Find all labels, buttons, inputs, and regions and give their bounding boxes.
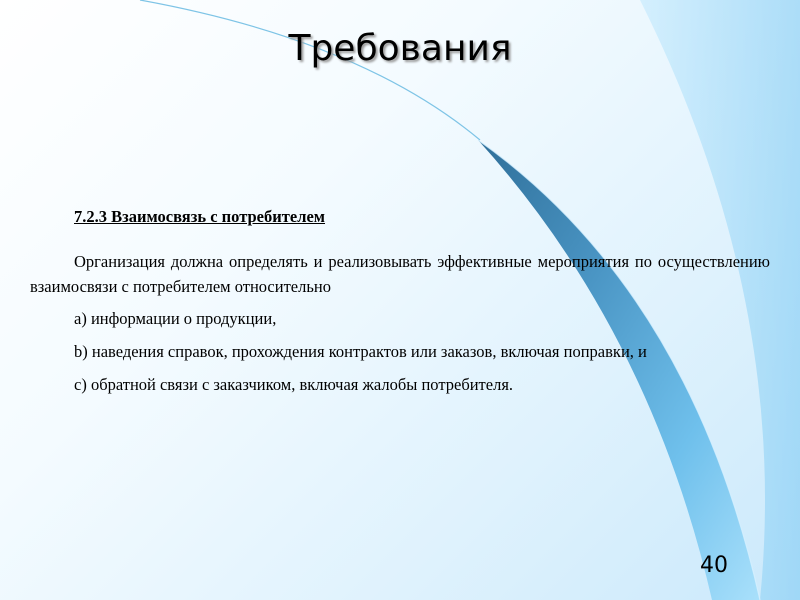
list-item: a) информации о продукции, [74,309,277,329]
slide-title: Требования [288,28,512,69]
list-item: b) наведения справок, прохождения контрактов или заказов, включая поправки, и [74,342,647,361]
list-item: c) обратной связи с заказчиком, включая жалобы потребителя. [74,374,514,394]
intro-paragraph: Организация должна определять и реализовывать эффективные мероприятия по осуществлению взаимосвязи с потребителем относительно [30,251,770,296]
slide-body [30,205,770,406]
page-number: 40 [700,553,728,578]
section-heading: 7.2.3 Взаимосвязь с потребителем [74,207,326,226]
